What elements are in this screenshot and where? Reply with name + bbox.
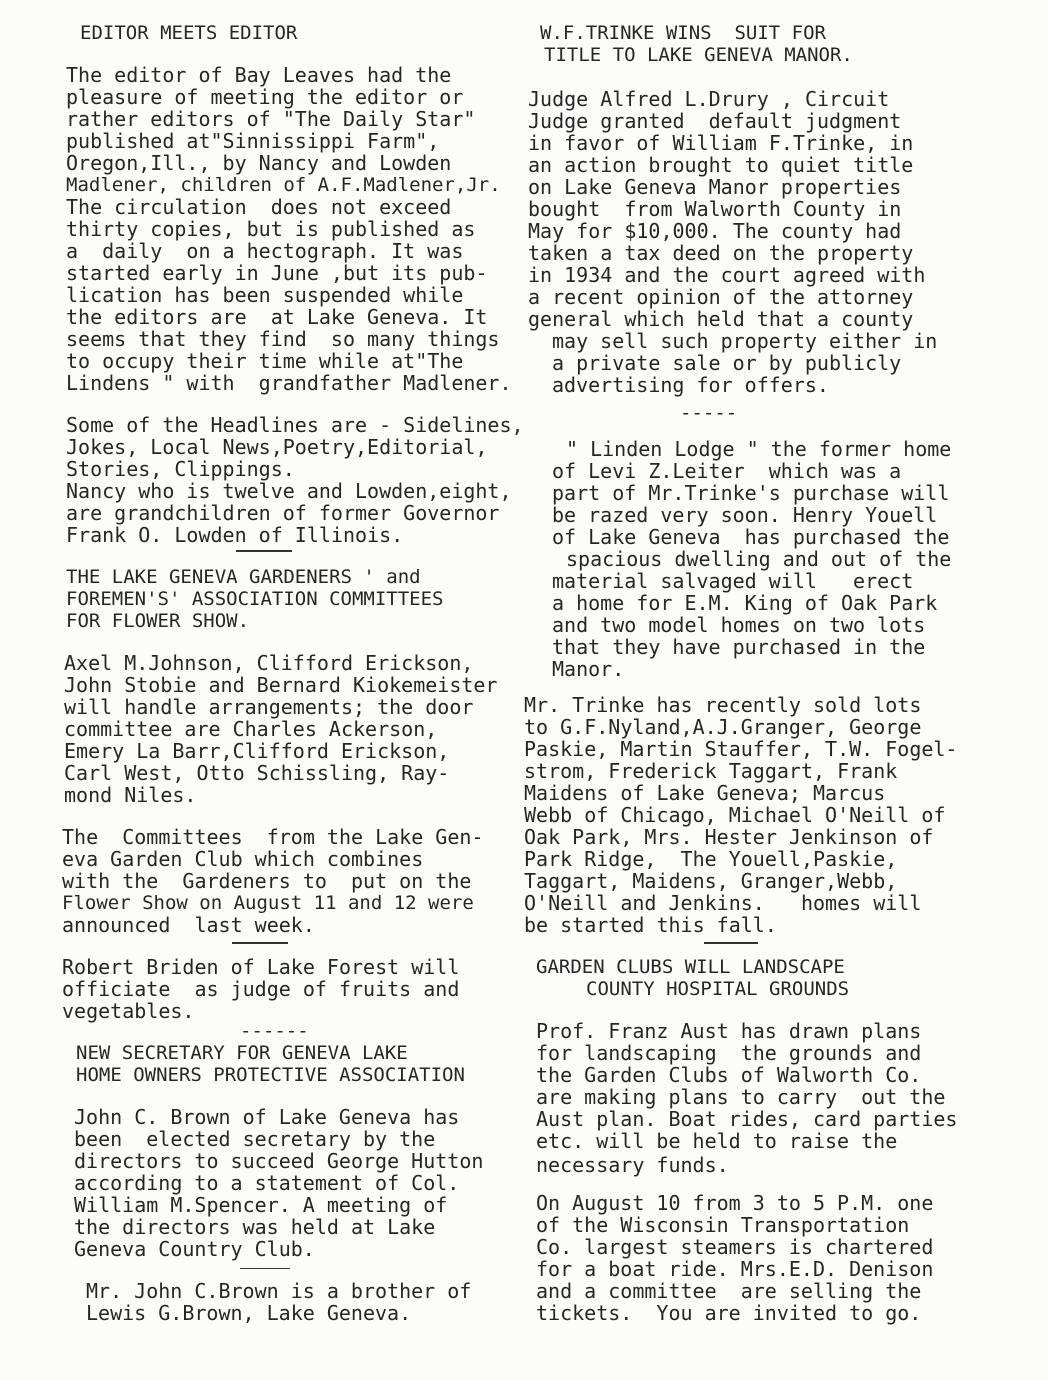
story-line: Mr. Trinke has recently sold lots bbox=[524, 693, 922, 717]
story-line: material salvaged will erect bbox=[552, 569, 914, 593]
story-line: Paskie, Martin Stauffer, T.W. Fogel- bbox=[524, 737, 958, 761]
story-line: Park Ridge, The Youell,Paskie, bbox=[524, 847, 898, 871]
story-line: the directors was held at Lake bbox=[74, 1215, 436, 1239]
story-line: Carl West, Otto Schissling, Ray- bbox=[64, 761, 450, 785]
story-line: William M.Spencer. A meeting of bbox=[74, 1193, 448, 1217]
story-line: Aust plan. Boat rides, card parties bbox=[536, 1107, 958, 1131]
story-line: the editors are at Lake Geneva. It bbox=[66, 305, 488, 329]
story-line: The circulation does not exceed bbox=[66, 195, 452, 219]
story-line: general which held that a county bbox=[528, 307, 914, 331]
story-line: are making plans to carry out the bbox=[536, 1085, 946, 1109]
story-line: a recent opinion of the attorney bbox=[528, 285, 914, 309]
story-line: Oregon,Ill., by Nancy and Lowden bbox=[66, 151, 452, 175]
story-line: are grandchildren of former Governor bbox=[66, 501, 500, 525]
headline-editor-meets-editor: EDITOR MEETS EDITOR bbox=[80, 22, 298, 44]
story-line: Maidens of Lake Geneva; Marcus bbox=[524, 781, 886, 805]
story-line: Co. largest steamers is chartered bbox=[536, 1235, 934, 1259]
story-line: in 1934 and the court agreed with bbox=[528, 263, 926, 287]
story-line: and a committee are selling the bbox=[536, 1279, 922, 1303]
story-line: started early in June ,but its pub- bbox=[66, 261, 488, 285]
story-line: Manor. bbox=[552, 657, 625, 681]
headline-line: FOREMEN'S' ASSOCIATION COMMITTEES bbox=[66, 588, 444, 610]
story-line: thirty copies, but is published as bbox=[66, 217, 476, 241]
story-line: The Committees from the Lake Gen- bbox=[62, 825, 484, 849]
headline-line: HOME OWNERS PROTECTIVE ASSOCIATION bbox=[76, 1064, 465, 1086]
story-line: necessary funds. bbox=[536, 1153, 729, 1177]
headline-line: COUNTY HOSPITAL GROUNDS bbox=[586, 978, 850, 1000]
story-line: with the Gardeners to put on the bbox=[62, 869, 472, 893]
story-line: Judge granted default judgment bbox=[528, 109, 902, 133]
story-line: Webb of Chicago, Michael O'Neill of bbox=[524, 803, 946, 827]
story-line: officiate as judge of fruits and bbox=[62, 977, 460, 1001]
story-line: will handle arrangements; the door bbox=[64, 695, 474, 719]
headline-line: NEW SECRETARY FOR GENEVA LAKE bbox=[76, 1042, 408, 1064]
story-line: Jokes, Local News,Poetry,Editorial, bbox=[66, 435, 488, 459]
story-line: pleasure of meeting the editor or bbox=[66, 85, 464, 109]
separator-rule bbox=[704, 942, 758, 944]
story-line: an action brought to quiet title bbox=[528, 153, 914, 177]
story-line: announced last week. bbox=[62, 913, 315, 937]
story-line: according to a statement of Col. bbox=[74, 1171, 460, 1195]
story-line: published at"Sinnissippi Farm", bbox=[66, 129, 440, 153]
story-line: strom, Frederick Taggart, Frank bbox=[524, 759, 898, 783]
story-line: Geneva Country Club. bbox=[74, 1237, 315, 1261]
story-line: be razed very soon. Henry Youell bbox=[552, 503, 938, 527]
story-line: Madlener, children of A.F.Madlener,Jr. bbox=[66, 174, 501, 196]
story-line: On August 10 from 3 to 5 P.M. one bbox=[536, 1191, 934, 1215]
headline-line: TITLE TO LAKE GENEVA MANOR. bbox=[544, 44, 853, 66]
story-line: a home for E.M. King of Oak Park bbox=[552, 591, 938, 615]
story-line: that they have purchased in the bbox=[552, 635, 926, 659]
story-line: Frank O. Lowden of Illinois. bbox=[66, 523, 404, 547]
story-line: spacious dwelling and out of the bbox=[566, 547, 952, 571]
story-line: Lewis G.Brown, Lake Geneva. bbox=[86, 1301, 412, 1325]
story-line: Some of the Headlines are - Sidelines, bbox=[66, 413, 524, 437]
story-line: and two model homes on two lots bbox=[552, 613, 926, 637]
story-line: Nancy who is twelve and Lowden,eight, bbox=[66, 479, 512, 503]
story-line: mond Niles. bbox=[64, 783, 197, 807]
story-line: Mr. John C.Brown is a brother of bbox=[86, 1279, 472, 1303]
story-line: Emery La Barr,Clifford Erickson, bbox=[64, 739, 450, 763]
story-line: for landscaping the grounds and bbox=[536, 1041, 922, 1065]
story-line: Flower Show on August 11 and 12 were bbox=[62, 892, 474, 914]
story-line: Oak Park, Mrs. Hester Jenkinson of bbox=[524, 825, 934, 849]
story-line: Robert Briden of Lake Forest will bbox=[62, 955, 460, 979]
story-line: taken a tax deed on the property bbox=[528, 241, 914, 265]
story-line: part of Mr.Trinke's purchase will bbox=[552, 481, 950, 505]
story-line: on Lake Geneva Manor properties bbox=[528, 175, 902, 199]
story-line: John Stobie and Bernard Kiokemeister bbox=[64, 673, 498, 697]
story-line: Taggart, Maidens, Granger,Webb, bbox=[524, 869, 898, 893]
story-line: be started this fall. bbox=[524, 913, 777, 937]
headline-line: FOR FLOWER SHOW. bbox=[66, 610, 250, 632]
story-line: rather editors of "The Daily Star" bbox=[66, 107, 476, 131]
story-line: O'Neill and Jenkins. homes will bbox=[524, 891, 922, 915]
story-line: Judge Alfred L.Drury , Circuit bbox=[528, 87, 890, 111]
story-line: a private sale or by publicly bbox=[552, 351, 902, 375]
story-line: vegetables. bbox=[62, 999, 195, 1023]
separator-rule bbox=[240, 1268, 290, 1269]
story-line: to G.F.Nyland,A.J.Granger, George bbox=[524, 715, 922, 739]
story-line: to occupy their time while at"The bbox=[66, 349, 464, 373]
story-line: Prof. Franz Aust has drawn plans bbox=[536, 1019, 922, 1043]
story-line: eva Garden Club which combines bbox=[62, 847, 424, 871]
story-line: lication has been suspended while bbox=[66, 283, 464, 307]
story-line: may sell such property either in bbox=[552, 329, 938, 353]
story-line: John C. Brown of Lake Geneva has bbox=[74, 1105, 460, 1129]
story-line: of Lake Geneva has purchased the bbox=[552, 525, 950, 549]
story-line: The editor of Bay Leaves had the bbox=[66, 63, 452, 87]
story-line: directors to succeed George Hutton bbox=[74, 1149, 484, 1173]
story-line: for a boat ride. Mrs.E.D. Denison bbox=[536, 1257, 934, 1281]
story-line: been elected secretary by the bbox=[74, 1127, 436, 1151]
story-line: Lindens " with grandfather Madlener. bbox=[66, 371, 512, 395]
separator-dashes: ------ bbox=[240, 1020, 309, 1042]
story-line: the Garden Clubs of Walworth Co. bbox=[536, 1063, 922, 1087]
headline-line: W.F.TRINKE WINS SUIT FOR bbox=[540, 22, 826, 44]
story-line: May for $10,000. The county had bbox=[528, 219, 902, 243]
story-line: tickets. You are invited to go. bbox=[536, 1301, 922, 1325]
story-line: of the Wisconsin Transportation bbox=[536, 1213, 910, 1237]
story-line: in favor of William F.Trinke, in bbox=[528, 131, 914, 155]
separator-dashes: ----- bbox=[680, 402, 738, 424]
story-line: bought from Walworth County in bbox=[528, 197, 902, 221]
story-line: committee are Charles Ackerson, bbox=[64, 717, 438, 741]
story-line: Stories, Clippings. bbox=[66, 457, 295, 481]
story-line: a daily on a hectograph. It was bbox=[66, 239, 464, 263]
story-line: seems that they find so many things bbox=[66, 327, 500, 351]
story-line: " Linden Lodge " the former home bbox=[566, 437, 952, 461]
story-line: Axel M.Johnson, Clifford Erickson, bbox=[64, 651, 474, 675]
story-line: of Levi Z.Leiter which was a bbox=[552, 459, 902, 483]
headline-line: GARDEN CLUBS WILL LANDSCAPE bbox=[536, 956, 845, 978]
headline-line: THE LAKE GENEVA GARDENERS ' and bbox=[66, 566, 421, 588]
story-line: advertising for offers. bbox=[552, 373, 829, 397]
story-line: etc. will be held to raise the bbox=[536, 1129, 898, 1153]
separator-rule bbox=[232, 942, 288, 944]
separator-rule bbox=[236, 550, 292, 552]
